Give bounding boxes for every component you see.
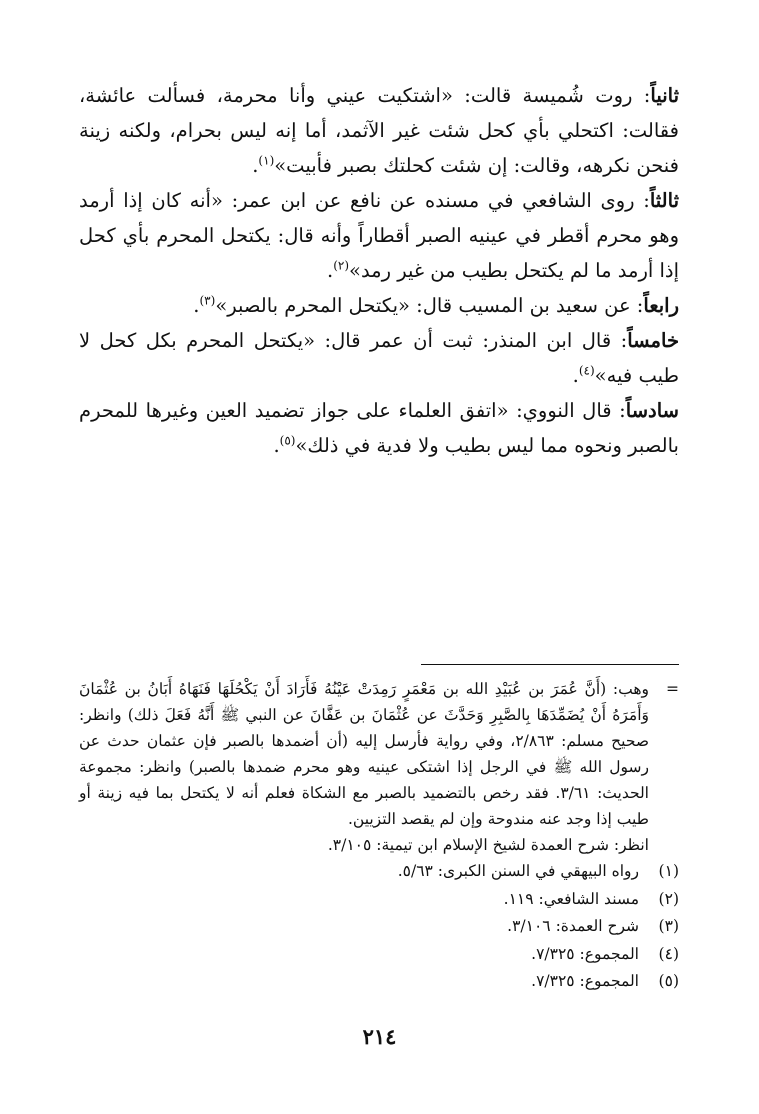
- continuation-reference: انظر: شرح العمدة لشيخ الإسلام ابن تيمية: ٣/١٠٥.: [327, 836, 649, 854]
- footnote-text: رواه البيهقي في السنن الكبرى: ٥/٦٣.: [397, 862, 639, 880]
- paragraph-second: [79, 78, 679, 183]
- paragraph-sixth: [79, 393, 679, 463]
- paragraph-fifth: [79, 323, 679, 393]
- paragraph-lead: ثالثاً: [649, 189, 679, 212]
- paragraph-text: : قال ابن المنذر: ثبت أن عمر قال: «يكتحل المحرم بكل كحل لا طيب فيه»: [79, 329, 679, 387]
- paragraph-lead: سادساً: [625, 399, 679, 422]
- paragraph-tail: .: [273, 434, 280, 457]
- footnote-text: المجموع: ٧/٣٢٥.: [531, 972, 639, 990]
- paragraph-lead: ثانياً: [650, 84, 679, 107]
- main-text: [79, 78, 679, 463]
- footnote-continuation: [79, 676, 679, 858]
- paragraph-text: : عن سعيد بن المسيب قال: «يكتحل المحرم بالصبر»: [215, 294, 644, 317]
- paragraph-tail: .: [572, 364, 579, 387]
- footnote-number: (٢): [658, 889, 679, 908]
- footnote-ref: (١): [258, 153, 275, 168]
- footnote-ref: (٥): [279, 433, 296, 448]
- footnote-text: مسند الشافعي: ١١٩.: [503, 889, 639, 908]
- footnote-item: [79, 858, 679, 886]
- footnote-divider: [421, 664, 679, 665]
- footnote-item: [79, 886, 679, 914]
- paragraph-tail: .: [252, 154, 259, 177]
- continuation-marker: =: [666, 680, 679, 698]
- footnote-text: شرح العمدة: ٣/١٠٦.: [507, 917, 639, 935]
- paragraph-text: : قال النووي: «اتفق العلماء على جواز تضميد العين وغيرها للمحرم بالصبر ونحوه مما ليس بطيب ولا فدية في ذلك»: [79, 399, 679, 457]
- paragraph-text: : روى الشافعي في مسنده عن نافع عن ابن عمر: «أنه كان إذا أرمد وهو محرم أقطر في عينيه الصبر أقطاراً وأنه قال: يكتحل المحرم بأي كحل إذا أرمد ما لم يكتحل بطيب من غير رمد»: [79, 189, 679, 282]
- paragraph-lead: رابعاً: [643, 294, 679, 317]
- page-number: ٢١٤: [362, 1024, 397, 1049]
- paragraph-tail: .: [326, 259, 334, 282]
- footnote-number: (٤): [658, 944, 679, 963]
- continuation-text: وهب: (أَنَّ عُمَرَ بن عُبَيْدِ الله بن مَعْمَرٍ رَمِدَتْ عَيْنُهُ فَأَرَادَ أَنْ يَكْحُلَهَا فَنَهَاهُ أَبَانُ بن عُثْمَانَ وَأَمَرَهُ أَنْ يُضَمِّدَهَا بِالصَّبِرِ وَحَدَّثَ عن عُثْمَانَ بن عَفَّانَ عن النبي ﷺ أَنَّهُ فَعَلَ ذلك) وانظر: صحيح مسلم: ٢/٨٦٣، وفي رواية فأرسل إليه (أن أضمدها بالصبر فإن عثمان حدث عن رسول الله ﷺ في الرجل إذا اشتكى عينيه وهو محرم ضمدها بالصبر) وانظر: مجموعة الحديث: ٣/٦١. فقد رخص بالتضميد بالصبر مع الشكاة فعلم أنه لا يكتحل بما فيه زينة أو طيب إذا وجد عنه مندوحة وإن لم يقصد التزيين.: [79, 680, 649, 828]
- footnote-ref: (٢): [333, 258, 350, 273]
- footnote-number: (٥): [658, 972, 679, 990]
- paragraph-tail: .: [193, 294, 200, 317]
- footnote-item: [79, 941, 679, 969]
- footnote-ref: (٣): [199, 293, 216, 308]
- footnote-number: (١): [658, 862, 679, 880]
- footnote-item: [79, 913, 679, 941]
- footnote-number: (٣): [658, 917, 679, 935]
- footnotes-section: [79, 676, 679, 996]
- paragraph-lead: خامساً: [627, 329, 679, 352]
- footnote-item: [79, 968, 679, 996]
- paragraph-text: : روت شُميسة قالت: «اشتكيت عيني وأنا محرمة، فسألت عائشة، فقالت: اكتحلي بأي كحل شئت غير الآثمد، أما إنه ليس بحرام، ولكنه زينة فنحن نكرهه، وقالت: إن شئت كحلتك بصبر فأبيت»: [79, 84, 679, 177]
- paragraph-fourth: [79, 288, 679, 323]
- footnote-ref: (٤): [578, 363, 595, 378]
- footnote-text: المجموع: ٧/٣٢٥.: [531, 944, 639, 963]
- paragraph-third: [79, 183, 679, 288]
